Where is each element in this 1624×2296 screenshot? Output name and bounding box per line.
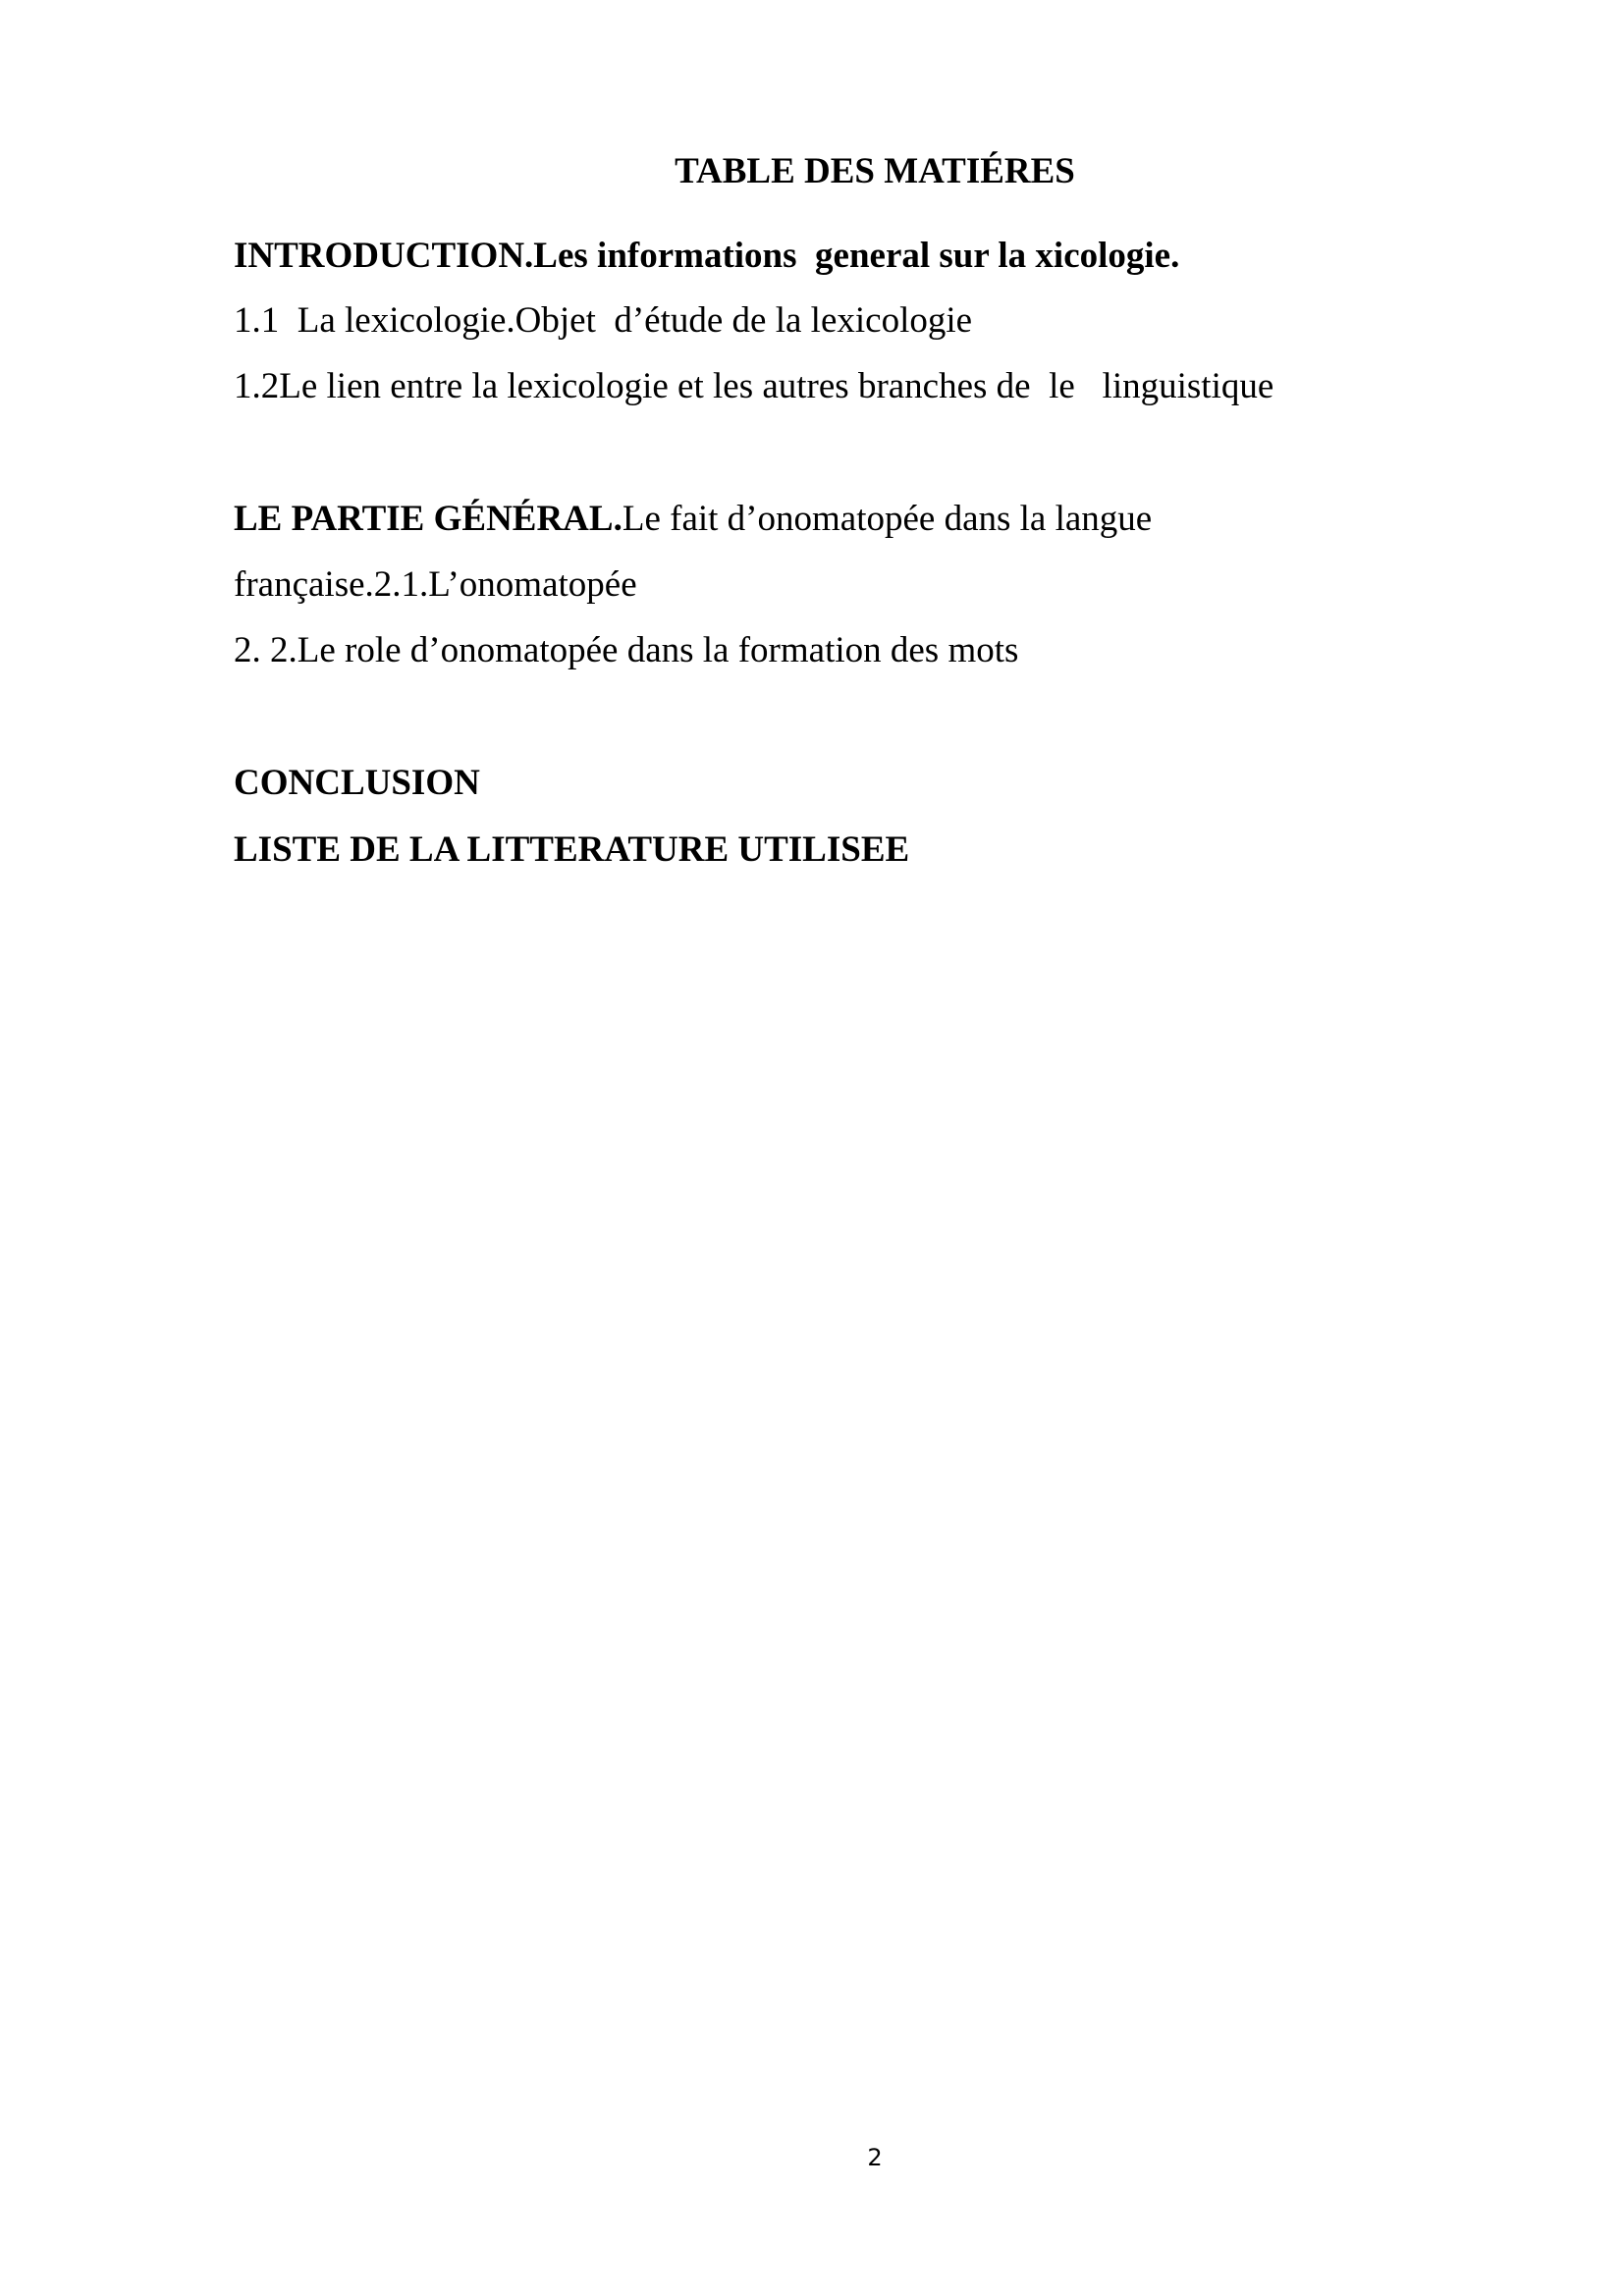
general-part-heading (234, 499, 1152, 541)
toc-item-1-2: 1.2Le lien entre la lexicologie et les autres branches de le linguistique (234, 366, 1274, 406)
introduction-heading: INTRODUCTION.Les informations general sur la xicologie. (234, 236, 1180, 276)
page-number: 2 (867, 2144, 883, 2171)
general-part-heading-bold: LE PARTIE GÉNÉRAL. (234, 499, 623, 539)
conclusion-heading: CONCLUSION (234, 763, 480, 803)
toc-item-1-1: 1.1 La lexicologie.Objet d’étude de la lexicologie (234, 300, 973, 341)
toc-item-2-2: 2. 2.Le role d’onomatopée dans la formation des mots (234, 630, 1019, 670)
toc-item-2-1: française.2.1.L’onomatopée (234, 564, 637, 605)
bibliography-heading: LISTE DE LA LITTERATURE UTILISEE (234, 829, 910, 870)
general-part-heading-rest: Le fait d’onomatopée dans la langue (622, 499, 1153, 539)
toc-title: TABLE DES MATIÉRES (675, 151, 1075, 191)
